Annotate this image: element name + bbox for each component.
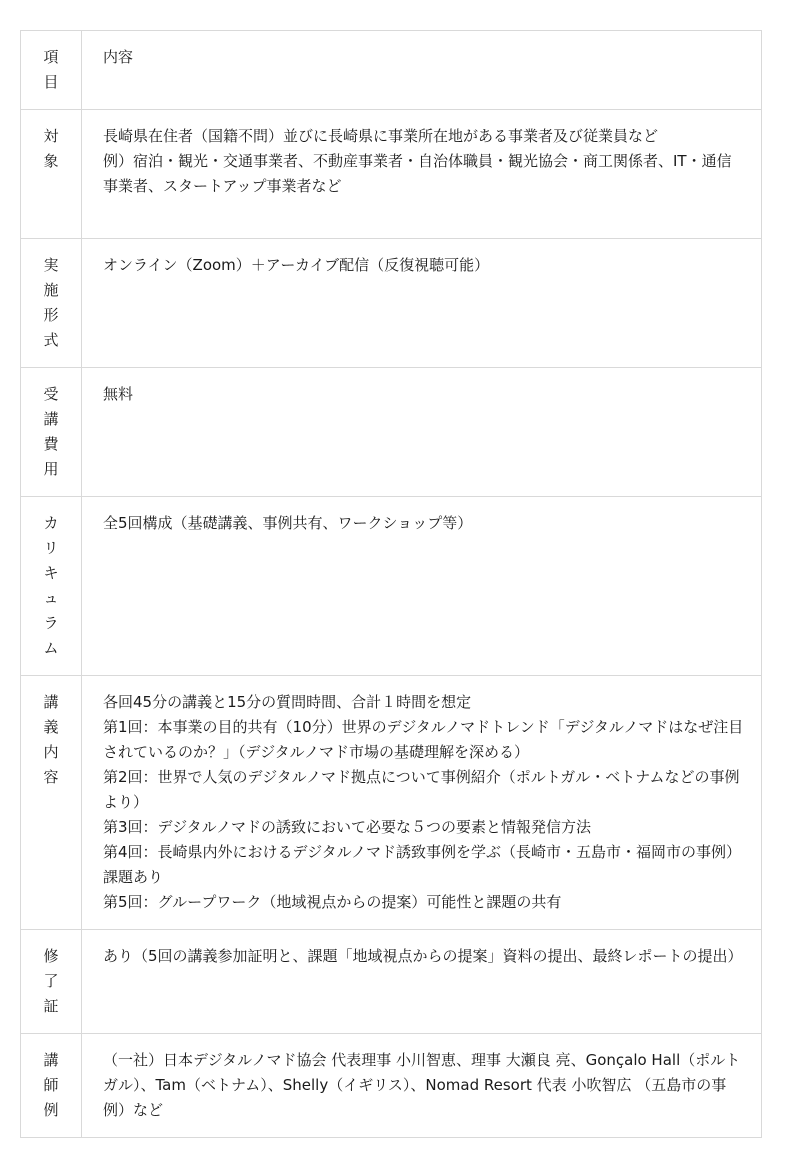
content-line: あり（5回の講義参加証明と、課題「地域視点からの提案」資料の提出、最終レポートの提出） [103,947,743,965]
content-line: 第1回：本事業の目的共有（10分）世界のデジタルノマドトレンド「デジタルノマドはなぜ注目されているのか？」（デジタルノマド市場の基礎理解を深める） [103,718,744,761]
content-line: 長崎県在住者（国籍不問）並びに長崎県に事業所在地がある事業者及び従業員など [103,127,659,145]
content-line: 例）宿泊・観光・交通事業者、不動産事業者・自治体職員・観光協会・商工関係者、IT・通信事業者、スタートアップ事業者など [103,152,732,195]
content-line: 無料 [103,385,134,403]
content-line: 内容 [103,48,134,66]
row-content [82,930,762,1034]
row-label: カリキュラム [21,497,82,676]
row-content [82,31,762,110]
row-label: 対象 [21,110,82,239]
row-content [82,1034,762,1138]
row-label: 講義内容 [21,676,82,930]
row-content [82,110,762,239]
row-content [82,239,762,368]
row-label: 項目 [21,31,82,110]
table-row [21,1034,762,1138]
info-table [20,30,762,1138]
table-row [21,497,762,676]
content-line: オンライン（Zoom）＋アーカイブ配信（反復視聴可能） [103,256,490,274]
content-line: 第4回：長崎県内外におけるデジタルノマド誘致事例を学ぶ（長崎市・五島市・福岡市の事例）課題あり [103,843,742,886]
content-line: 第2回：世界で人気のデジタルノマド拠点について事例紹介（ポルトガル・ベトナムなどの事例より） [103,768,740,811]
row-content [82,497,762,676]
row-content [82,368,762,497]
row-label: 受講費用 [21,368,82,497]
table-row [21,676,762,930]
content-line: 全5回構成（基礎講義、事例共有、ワークショップ等） [103,514,473,532]
row-content [82,676,762,930]
table-row [21,239,762,368]
table-row [21,110,762,239]
content-line: 各回45分の講義と15分の質問時間、合計１時間を想定 [103,693,472,711]
content-line: 第5回：グループワーク（地域視点からの提案）可能性と課題の共有 [103,893,562,911]
table-row [21,930,762,1034]
row-label: 実施形式 [21,239,82,368]
table-row [21,31,762,110]
content-line: 第3回：デジタルノマドの誘致において必要な５つの要素と情報発信方法 [103,818,592,836]
row-label: 講師例 [21,1034,82,1138]
row-label: 修了証 [21,930,82,1034]
table-row [21,368,762,497]
content-line: （一社）日本デジタルノマド協会 代表理事 小川智恵、理事 大瀬良 亮、Gonçalo Hall（ポルトガル）、Tam（ベトナム）、Shelly（イギリス）、Nomad Resort 代表 小吹智広 （五島市の事例）など [103,1051,741,1119]
